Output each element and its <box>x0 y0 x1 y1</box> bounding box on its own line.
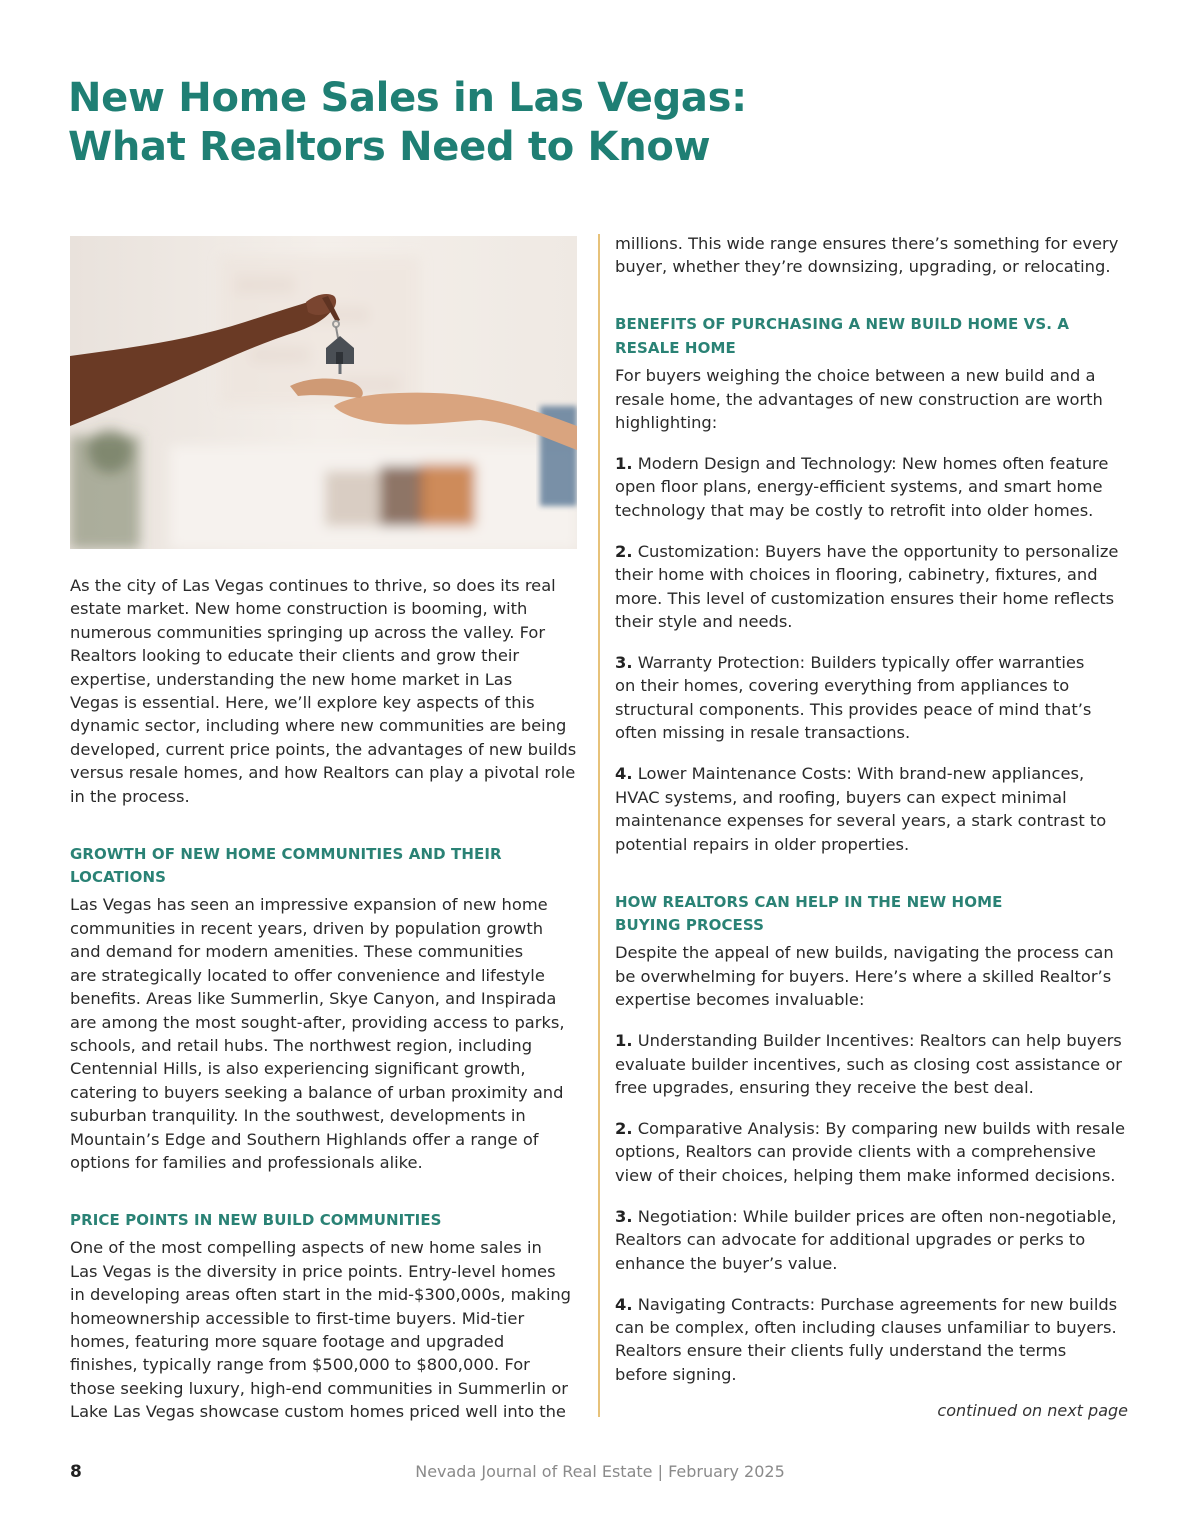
section-heading-growth <box>70 843 590 890</box>
benefit-item <box>615 762 1137 856</box>
text-line: in the process. <box>70 786 190 806</box>
column-divider <box>598 234 600 1417</box>
text-line: their home with choices in flooring, cabinetry, fixtures, and <box>615 565 1098 585</box>
right-column <box>615 232 1137 1386</box>
item-text: Negotiation: While builder prices are often non-negotiable, <box>632 1206 1117 1226</box>
item-number: 2. <box>615 1118 633 1138</box>
item-number: 2. <box>615 541 633 561</box>
item-number: 1. <box>615 1031 633 1051</box>
text-line: homes, featuring more square footage and upgraded <box>70 1331 505 1351</box>
text-line: are strategically located to offer convenience and lifestyle <box>70 965 545 985</box>
item-text: Warranty Protection: Builders typically offer warranties <box>632 653 1085 673</box>
text-line: Realtors looking to educate their clients and grow their <box>70 646 520 666</box>
text-line: For buyers weighing the choice between a new build and a <box>615 366 1096 386</box>
text-line: expertise becomes invaluable: <box>615 990 865 1010</box>
text-line <box>615 540 1137 563</box>
text-line: buyer, whether they’re downsizing, upgrading, or relocating. <box>615 257 1111 277</box>
heading-line: RESALE HOME <box>615 338 736 357</box>
continued-note: continued on next page <box>937 1401 1128 1420</box>
text-line: One of the most compelling aspects of new home sales in <box>70 1238 542 1258</box>
text-line: Las Vegas has seen an impressive expansion of new home <box>70 895 548 915</box>
article-title <box>68 74 1068 172</box>
text-line: technology that may be costly to retrofit into older homes. <box>615 500 1094 520</box>
item-text: Customization: Buyers have the opportunity to personalize <box>632 541 1119 561</box>
item-number: 4. <box>615 764 633 784</box>
text-line: options for families and professionals alike. <box>70 1152 423 1172</box>
text-line: often missing in resale transactions. <box>615 723 911 743</box>
help-item <box>615 1293 1137 1387</box>
text-line: structural components. This provides peace of mind that’s <box>615 699 1092 719</box>
text-line: highlighting: <box>615 413 718 433</box>
heading-line: HOW REALTORS CAN HELP IN THE NEW HOME <box>615 892 1003 911</box>
text-line: millions. This wide range ensures there’s something for every <box>615 234 1119 253</box>
key-handover-illustration <box>70 236 577 549</box>
help-item <box>615 1205 1137 1275</box>
text-line: expertise, understanding the new home market in Las <box>70 669 513 689</box>
heading-line: PRICE POINTS IN NEW BUILD COMMUNITIES <box>70 1210 442 1229</box>
text-line: Vegas is essential. Here, we’ll explore key aspects of this <box>70 693 535 713</box>
text-line: are among the most sought-after, providing access to parks, <box>70 1012 565 1032</box>
heading-line: BUYING PROCESS <box>615 915 765 934</box>
item-text: Comparative Analysis: By comparing new builds with resale <box>632 1118 1126 1138</box>
section-heading-benefits <box>615 313 1137 360</box>
text-line: Despite the appeal of new builds, navigating the process can <box>615 943 1114 963</box>
text-line: Las Vegas is the diversity in price points. Entry-level homes <box>70 1261 556 1281</box>
text-line <box>615 651 1137 674</box>
publication-footer: Nevada Journal of Real Estate | February 2025 <box>415 1462 785 1481</box>
text-line: maintenance expenses for several years, a stark contrast to <box>615 811 1107 831</box>
benefit-item <box>615 540 1137 634</box>
text-line: Mountain’s Edge and Southern Highlands offer a range of <box>70 1129 539 1149</box>
title-line-2: What Realtors Need to Know <box>68 124 711 170</box>
text-line: more. This level of customization ensures their home reflects <box>615 588 1115 608</box>
text-line <box>615 762 1137 785</box>
text-line: and demand for modern amenities. These communities <box>70 942 524 962</box>
title-line-1: New Home Sales in Las Vegas: <box>68 75 747 121</box>
text-line: numerous communities springing up across the valley. For <box>70 622 546 642</box>
help-item <box>615 1117 1137 1187</box>
text-line: schools, and retail hubs. The northwest region, including <box>70 1035 533 1055</box>
text-line: estate market. New home construction is booming, with <box>70 599 528 619</box>
text-line: suburban tranquility. In the southwest, developments in <box>70 1106 526 1126</box>
text-line: catering to buyers seeking a balance of urban proximity and <box>70 1082 564 1102</box>
benefit-item <box>615 452 1137 522</box>
text-line: open floor plans, energy-efficient systems, and smart home <box>615 477 1103 497</box>
text-line: developed, current price points, the advantages of new builds <box>70 739 577 759</box>
text-line: HVAC systems, and roofing, buyers can expect minimal <box>615 787 1067 807</box>
item-number: 3. <box>615 653 633 673</box>
price-continued-paragraph <box>615 232 1137 279</box>
text-line: be overwhelming for buyers. Here’s where a skilled Realtor’s <box>615 966 1112 986</box>
text-line: those seeking luxury, high-end communities in Summerlin or <box>70 1378 569 1398</box>
text-line: options, Realtors can provide clients with a comprehensive <box>615 1142 1096 1162</box>
text-line: in developing areas often start in the mid-$300,000s, making <box>70 1285 572 1305</box>
heading-line: LOCATIONS <box>70 868 167 887</box>
text-line: benefits. Areas like Summerlin, Skye Canyon, and Inspirada <box>70 989 557 1009</box>
text-line <box>615 1029 1137 1052</box>
help-intro-paragraph <box>615 941 1137 1011</box>
item-number: 4. <box>615 1294 633 1314</box>
growth-paragraph <box>70 893 590 1174</box>
text-line: As the city of Las Vegas continues to thrive, so does its real <box>70 576 556 595</box>
text-line: finishes, typically range from $500,000 to $800,000. For <box>70 1355 530 1375</box>
text-line: Lake Las Vegas showcase custom homes priced well into the <box>70 1402 566 1422</box>
item-text: Modern Design and Technology: New homes often feature <box>632 454 1109 474</box>
text-line: view of their choices, helping them make informed decisions. <box>615 1165 1116 1185</box>
benefits-intro-paragraph <box>615 364 1137 434</box>
section-heading-price <box>70 1209 590 1232</box>
text-line: versus resale homes, and how Realtors can play a pivotal role <box>70 763 576 783</box>
help-item <box>615 1029 1137 1099</box>
text-line <box>615 1205 1137 1228</box>
intro-paragraph <box>70 574 590 808</box>
text-line: enhance the buyer’s value. <box>615 1253 838 1273</box>
item-text: Understanding Builder Incentives: Realtors can help buyers <box>632 1031 1122 1051</box>
text-line: their style and needs. <box>615 612 793 632</box>
text-line <box>615 1117 1137 1140</box>
text-line: evaluate builder incentives, such as closing cost assistance or <box>615 1054 1123 1074</box>
text-line <box>615 452 1137 475</box>
price-paragraph <box>70 1236 590 1423</box>
text-line: resale home, the advantages of new construction are worth <box>615 389 1103 409</box>
section-heading-help <box>615 891 1137 938</box>
text-line: Realtors ensure their clients fully understand the terms <box>615 1341 1067 1361</box>
text-line: before signing. <box>615 1364 737 1384</box>
text-line: dynamic sector, including where new communities are being <box>70 716 567 736</box>
page-number: 8 <box>70 1462 82 1482</box>
item-text: Lower Maintenance Costs: With brand-new appliances, <box>632 764 1085 784</box>
item-text: Navigating Contracts: Purchase agreements for new builds <box>632 1294 1118 1314</box>
text-line: on their homes, covering everything from appliances to <box>615 676 1070 696</box>
heading-line: BENEFITS OF PURCHASING A NEW BUILD HOME VS. A <box>615 315 1070 334</box>
text-line: can be complex, often including clauses unfamiliar to buyers. <box>615 1317 1117 1337</box>
text-line <box>615 1293 1137 1316</box>
hero-photo-key-handover <box>70 236 577 549</box>
benefit-item <box>615 651 1137 745</box>
item-number: 1. <box>615 454 633 474</box>
text-line: homeownership accessible to first-time buyers. Mid-tier <box>70 1308 525 1328</box>
text-line: Centennial Hills, is also experiencing significant growth, <box>70 1059 526 1079</box>
item-number: 3. <box>615 1206 633 1226</box>
text-line: free upgrades, ensuring they receive the best deal. <box>615 1077 1034 1097</box>
left-column <box>70 574 590 1424</box>
text-line: Realtors can advocate for additional upgrades or perks to <box>615 1230 1086 1250</box>
text-line: potential repairs in older properties. <box>615 834 910 854</box>
heading-line: GROWTH OF NEW HOME COMMUNITIES AND THEIR <box>70 844 502 863</box>
text-line: communities in recent years, driven by population growth <box>70 918 544 938</box>
